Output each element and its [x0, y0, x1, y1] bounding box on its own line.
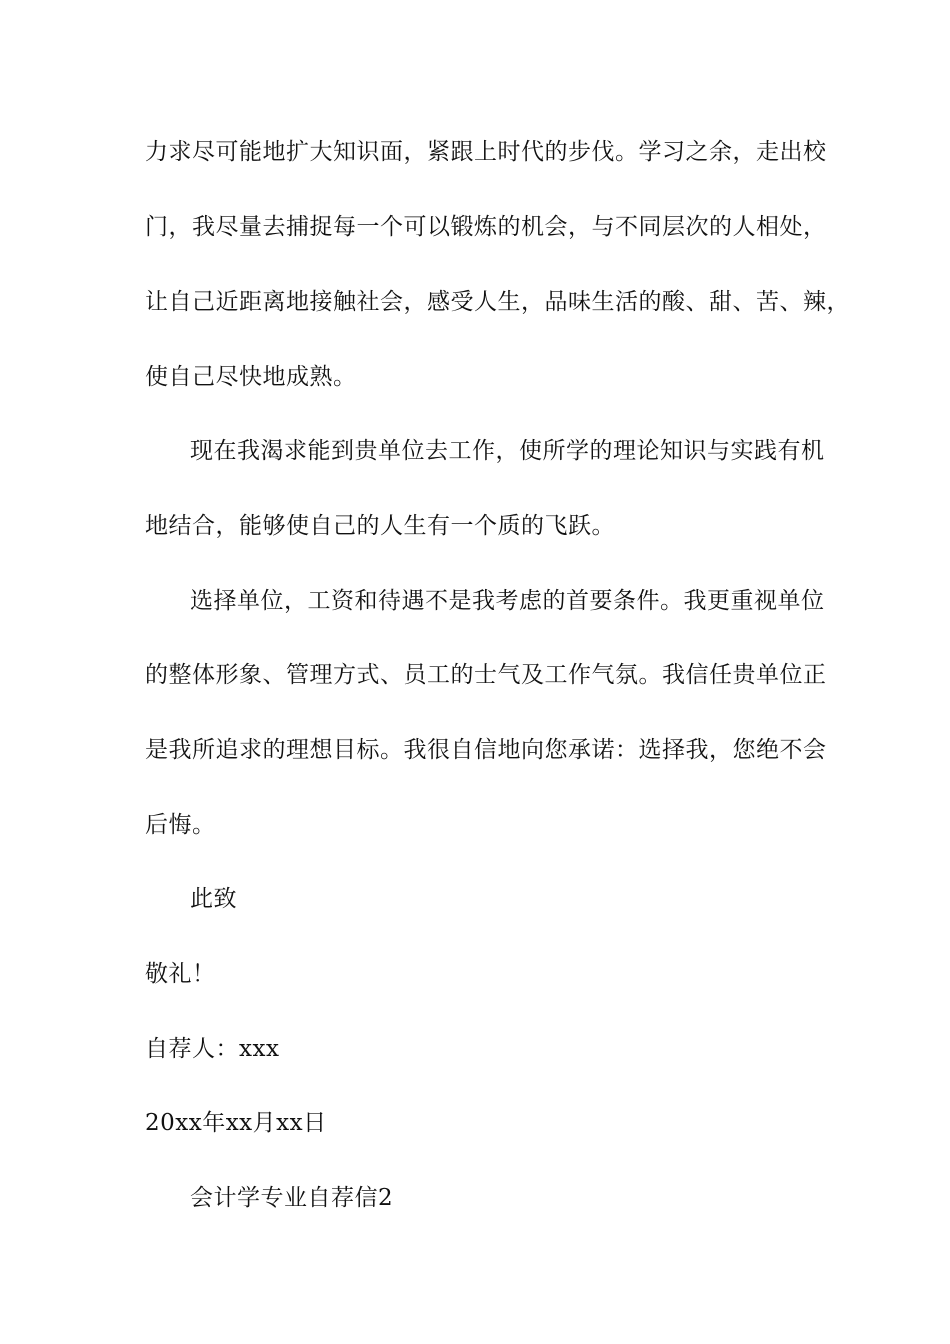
section-title: 会计学专业自荐信2 [190, 1185, 394, 1211]
date-line: 20xx年xx月xx日 [145, 1110, 327, 1136]
paragraph-line: 是我所追求的理想目标。我很自信地向您承诺：选择我，您绝不会 [145, 737, 827, 763]
paragraph-line: 门，我尽量去捕捉每一个可以锻炼的机会，与不同层次的人相处， [145, 214, 827, 240]
paragraph-line: 选择单位，工资和待遇不是我考虑的首要条件。我更重视单位 [190, 588, 825, 614]
signature-line: 自荐人：xxx [145, 1036, 280, 1062]
paragraph-line: 的整体形象、管理方式、员工的士气及工作气氛。我信任贵单位正 [145, 662, 827, 688]
paragraph-line: 地结合，能够使自己的人生有一个质的飞跃。 [145, 513, 615, 539]
paragraph-line: 后悔。 [145, 812, 216, 838]
paragraph-line: 现在我渴求能到贵单位去工作，使所学的理论知识与实践有机 [190, 438, 825, 464]
paragraph-line: 使自己尽快地成熟。 [145, 364, 357, 390]
closing-salutation: 此致 [190, 886, 237, 912]
paragraph-line: 力求尽可能地扩大知识面，紧跟上时代的步伐。学习之余，走出校 [145, 139, 827, 165]
paragraph-line: 让自己近距离地接触社会，感受人生，品味生活的酸、甜、苦、辣， [145, 289, 850, 315]
closing-regards: 敬礼！ [145, 961, 216, 987]
